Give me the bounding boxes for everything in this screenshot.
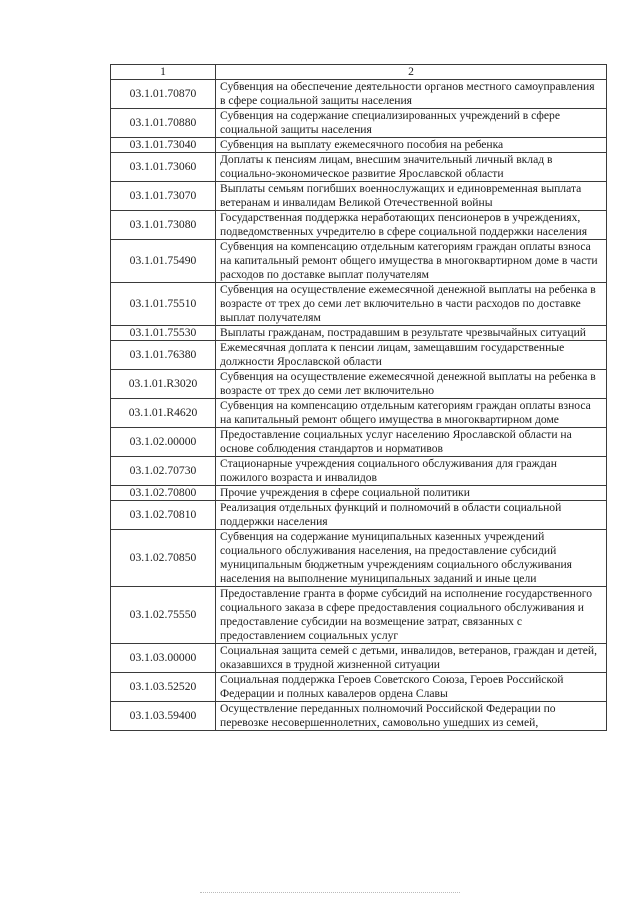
row-description: Субвенция на компенсацию отдельным категориям граждан оплаты взноса на капитальный ремонт общего имущества в многоквартирном доме	[216, 399, 607, 428]
row-description: Прочие учреждения в сфере социальной политики	[216, 486, 607, 501]
row-description: Выплаты семьям погибших военнослужащих и единовременная выплата ветеранам и инвалидам Великой Отечественной войны	[216, 182, 607, 211]
table-row	[111, 702, 607, 731]
table-row	[111, 211, 607, 240]
table-row	[111, 399, 607, 428]
row-code: 03.1.02.70850	[111, 530, 216, 587]
row-description: Реализация отдельных функций и полномочий в области социальной поддержки населения	[216, 501, 607, 530]
row-code: 03.1.02.00000	[111, 428, 216, 457]
row-code: 03.1.01.70880	[111, 109, 216, 138]
table-header-row	[111, 65, 607, 80]
row-description: Субвенция на компенсацию отдельным категориям граждан оплаты взноса на капитальный ремонт общего имущества в многоквартирном доме в части расходов по доставке выплат получателям	[216, 240, 607, 283]
row-code: 03.1.01.R3020	[111, 370, 216, 399]
row-code: 03.1.01.R4620	[111, 399, 216, 428]
table-row	[111, 587, 607, 644]
row-code: 03.1.01.75510	[111, 283, 216, 326]
row-code: 03.1.01.73040	[111, 138, 216, 153]
table-row	[111, 370, 607, 399]
row-description: Осуществление переданных полномочий Российской Федерации по перевозке несовершеннолетних, самовольно ушедших из семей,	[216, 702, 607, 731]
table-row	[111, 501, 607, 530]
table-row	[111, 138, 607, 153]
row-description: Доплаты к пенсиям лицам, внесшим значительный личный вклад в социально-экономическое развитие Ярославской области	[216, 153, 607, 182]
table-row	[111, 326, 607, 341]
row-description: Социальная поддержка Героев Советского Союза, Героев Российской Федерации и полных кавалеров ордена Славы	[216, 673, 607, 702]
row-description: Субвенция на выплату ежемесячного пособия на ребенка	[216, 138, 607, 153]
row-description: Субвенция на содержание муниципальных казенных учреждений социального обслуживания населения, на предоставление субсидий муниципальным бюджетным учреждениям социального обслуживания населения на выполнение муниципальных заданий и иные цели	[216, 530, 607, 587]
column-number-1: 1	[111, 65, 216, 80]
row-code: 03.1.01.73080	[111, 211, 216, 240]
row-code: 03.1.03.52520	[111, 673, 216, 702]
row-code: 03.1.02.75550	[111, 587, 216, 644]
table-row	[111, 153, 607, 182]
row-code: 03.1.03.00000	[111, 644, 216, 673]
table-row	[111, 283, 607, 326]
table-row	[111, 673, 607, 702]
row-description: Стационарные учреждения социального обслуживания для граждан пожилого возраста и инвалидов	[216, 457, 607, 486]
column-number-2: 2	[216, 65, 607, 80]
row-code: 03.1.01.75490	[111, 240, 216, 283]
page-footer-scan-marks	[200, 892, 460, 895]
row-code: 03.1.01.73070	[111, 182, 216, 211]
table-row	[111, 644, 607, 673]
table-body	[111, 80, 607, 731]
table-row	[111, 486, 607, 501]
row-code: 03.1.01.73060	[111, 153, 216, 182]
row-description: Выплаты гражданам, пострадавшим в результате чрезвычайных ситуаций	[216, 326, 607, 341]
row-code: 03.1.02.70730	[111, 457, 216, 486]
table-row	[111, 341, 607, 370]
row-description: Социальная защита семей с детьми, инвалидов, ветеранов, граждан и детей, оказавшихся в трудной жизненной ситуации	[216, 644, 607, 673]
table-header	[111, 65, 607, 80]
row-description: Ежемесячная доплата к пенсии лицам, замещавшим государственные должности Ярославской области	[216, 341, 607, 370]
row-description: Субвенция на обеспечение деятельности органов местного самоуправления в сфере социальной защиты населения	[216, 80, 607, 109]
row-description: Субвенция на осуществление ежемесячной денежной выплаты на ребенка в возрасте от трех до семи лет включительно	[216, 370, 607, 399]
row-description: Субвенция на осуществление ежемесячной денежной выплаты на ребенка в возрасте от трех до семи лет включительно в части расходов по доставке выплат получателям	[216, 283, 607, 326]
budget-classification-table	[110, 64, 607, 731]
row-code: 03.1.02.70810	[111, 501, 216, 530]
table-row	[111, 530, 607, 587]
row-code: 03.1.01.75530	[111, 326, 216, 341]
row-description: Государственная поддержка неработающих пенсионеров в учреждениях, подведомственных учредителю в сфере социальной поддержки населения	[216, 211, 607, 240]
row-code: 03.1.03.59400	[111, 702, 216, 731]
row-code: 03.1.01.70870	[111, 80, 216, 109]
row-code: 03.1.02.70800	[111, 486, 216, 501]
table-row	[111, 80, 607, 109]
row-description: Предоставление социальных услуг населению Ярославской области на основе соблюдения стандартов и нормативов	[216, 428, 607, 457]
table-row	[111, 109, 607, 138]
row-description: Предоставление гранта в форме субсидий на исполнение государственного социального заказа в сфере предоставления социального обслуживания и предоставление субсидии на возмещение затрат, связанных с предоставлением социальных услуг	[216, 587, 607, 644]
row-code: 03.1.01.76380	[111, 341, 216, 370]
row-description: Субвенция на содержание специализированных учреждений в сфере социальной защиты населения	[216, 109, 607, 138]
table-row	[111, 240, 607, 283]
table-row	[111, 457, 607, 486]
table-row	[111, 182, 607, 211]
table-row	[111, 428, 607, 457]
